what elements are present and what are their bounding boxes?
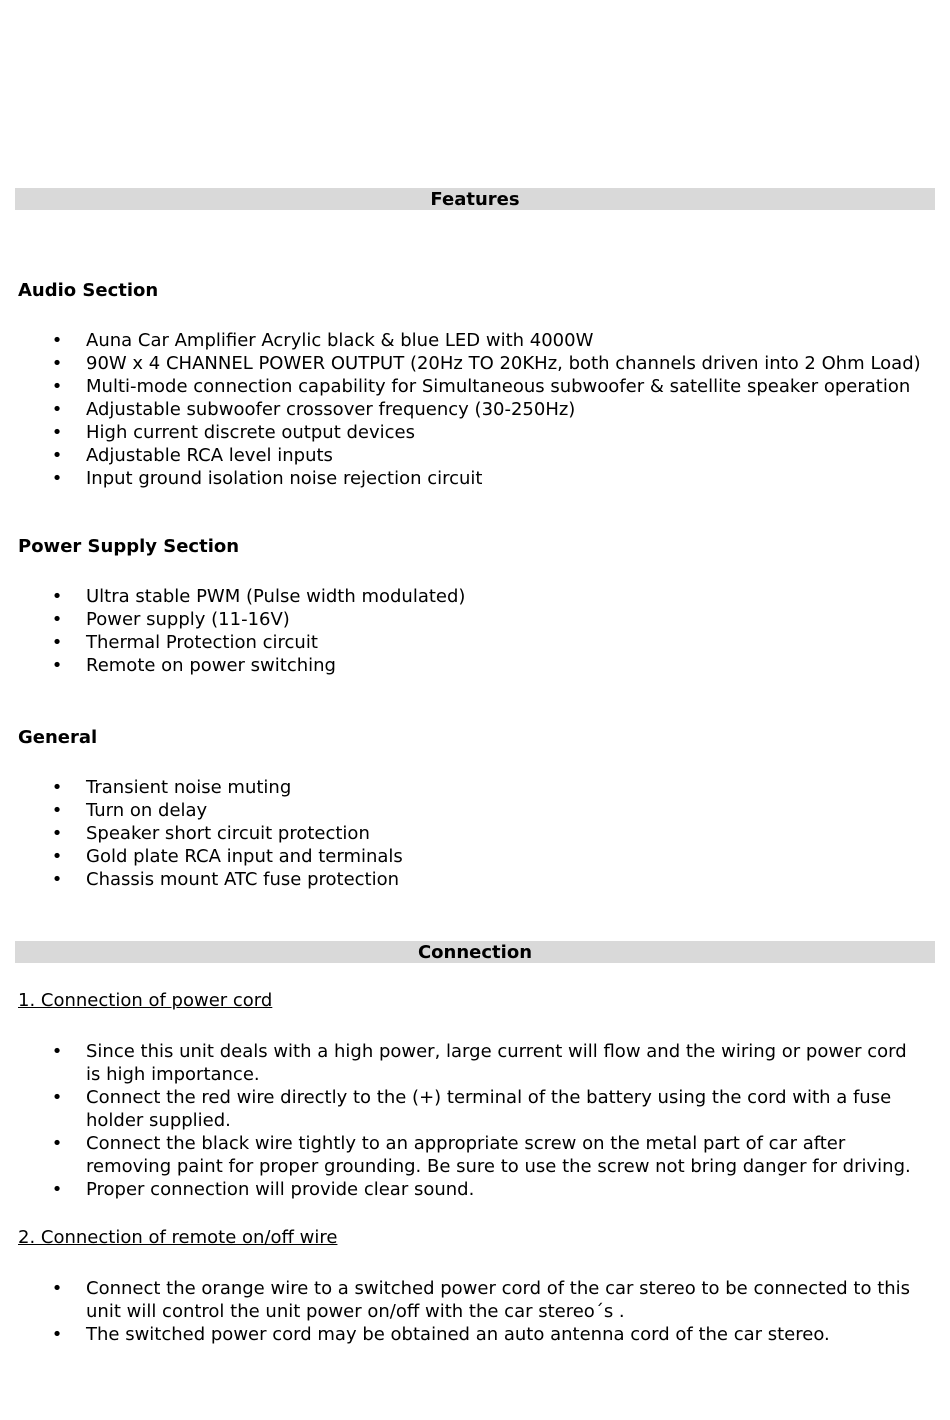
power-supply-section-heading: Power Supply Section [18, 536, 240, 557]
list-item: • Input ground isolation noise rejection circuit [51, 468, 483, 489]
list-item: • Connect the red wire directly to the (+) terminal of the battery using the cord with a fuse holder supplied. [51, 1087, 892, 1131]
remote-wire-list [0, 1277, 935, 1346]
list-item: • Transient noise muting [51, 777, 292, 798]
list-item: • Ultra stable PWM (Pulse width modulated) [51, 586, 466, 607]
list-item: • Power supply (11-16V) [51, 609, 290, 630]
list-item: • 90W x 4 CHANNEL POWER OUTPUT (20Hz TO 20KHz, both channels driven into 2 Ohm Load) [51, 353, 921, 374]
list-item: • Since this unit deals with a high power, large current will flow and the wiring or power cord is high importance. [51, 1041, 907, 1085]
bullet-icon: • [51, 823, 63, 844]
bullet-icon: • [51, 846, 63, 867]
bullet-icon: • [51, 655, 63, 676]
list-item: • Speaker short circuit protection [51, 823, 370, 844]
features-section-bar [15, 188, 935, 210]
list-item: • Proper connection will provide clear sound. [51, 1179, 475, 1200]
power-supply-section-list [0, 585, 935, 677]
list-item: • Multi-mode connection capability for Simultaneous subwoofer & satellite speaker operation [51, 376, 911, 397]
general-section-heading: General [18, 727, 98, 748]
bullet-icon: • [51, 353, 63, 374]
bullet-icon: • [51, 586, 63, 607]
list-item: • Connect the black wire tightly to an appropriate screw on the metal part of car after removing paint for proper grounding. Be sure to use the screw not bring danger for driving. [51, 1133, 911, 1177]
list-item: • Turn on delay [51, 800, 208, 821]
list-item: • The switched power cord may be obtained an auto antenna cord of the car stereo. [51, 1324, 830, 1345]
bullet-icon: • [51, 1278, 63, 1299]
bullet-icon: • [51, 468, 63, 489]
list-item: • Gold plate RCA input and terminals [51, 846, 403, 867]
list-item: • Thermal Protection circuit [51, 632, 318, 653]
bullet-icon: • [51, 1179, 63, 1200]
bullet-icon: • [51, 399, 63, 420]
bullet-icon: • [51, 609, 63, 630]
bullet-icon: • [51, 632, 63, 653]
list-item: • Auna Car Amplifier Acrylic black & blue LED with 4000W [51, 330, 594, 351]
bullet-icon: • [51, 800, 63, 821]
features-title: Features [430, 189, 520, 210]
bullet-icon: • [51, 445, 63, 466]
audio-section-heading: Audio Section [18, 280, 159, 301]
power-cord-subheading: 1. Connection of power cord [18, 990, 273, 1011]
list-item: • Connect the orange wire to a switched power cord of the car stereo to be connected to this unit will control the unit power on/off with the car stereo´s . [51, 1278, 911, 1322]
connection-section-bar [15, 941, 935, 963]
bullet-icon: • [51, 1087, 63, 1108]
bullet-icon: • [51, 869, 63, 890]
list-item: • Chassis mount ATC fuse protection [51, 869, 400, 890]
bullet-icon: • [51, 777, 63, 798]
list-item: • Adjustable RCA level inputs [51, 445, 333, 466]
bullet-icon: • [51, 1324, 63, 1345]
power-cord-list [0, 1040, 935, 1201]
connection-title: Connection [417, 942, 533, 963]
list-item: • Adjustable subwoofer crossover frequency (30-250Hz) [51, 399, 576, 420]
general-section-list [0, 776, 935, 891]
bullet-icon: • [51, 376, 63, 397]
bullet-icon: • [51, 1041, 63, 1062]
list-item: • High current discrete output devices [51, 422, 415, 443]
audio-section-list [0, 329, 935, 490]
bullet-icon: • [51, 1133, 63, 1154]
bullet-icon: • [51, 422, 63, 443]
remote-wire-subheading: 2. Connection of remote on/off wire [18, 1227, 338, 1248]
list-item: • Remote on power switching [51, 655, 336, 676]
bullet-icon: • [51, 330, 63, 351]
